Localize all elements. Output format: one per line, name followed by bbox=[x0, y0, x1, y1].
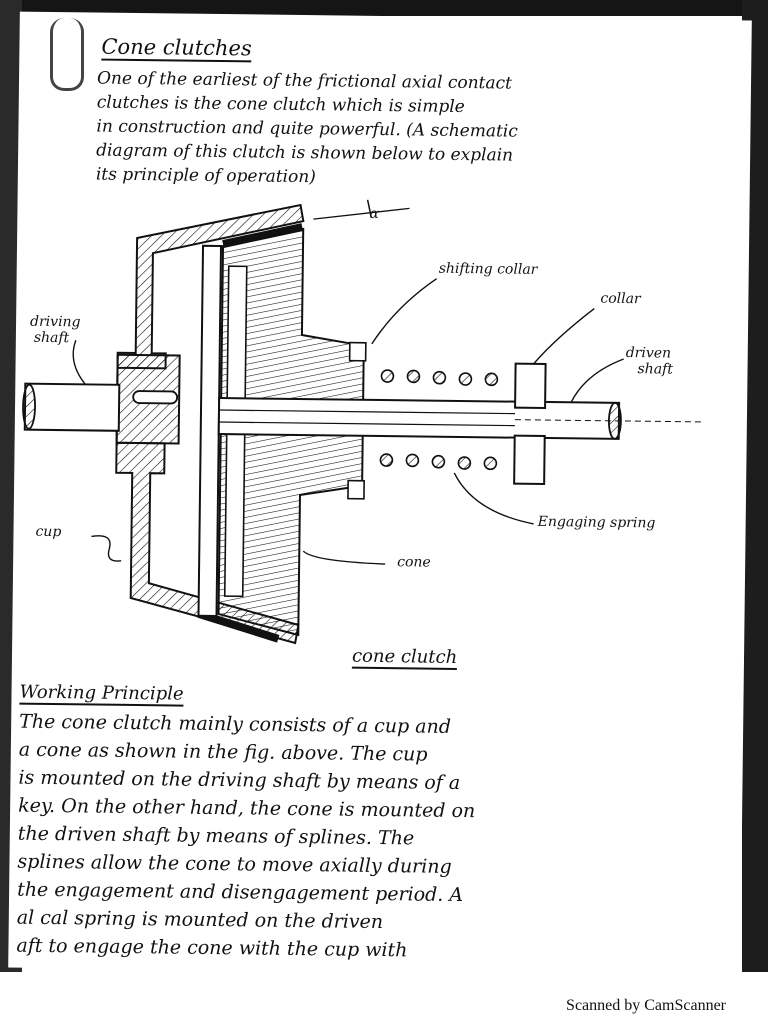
working-line-8: al cal spring is mounted on the driven bbox=[16, 906, 384, 934]
collar-slot-top bbox=[350, 343, 366, 361]
intro-line-4: diagram of this clutch is shown below to explain bbox=[96, 140, 514, 166]
label-driving-shaft-2: shaft bbox=[33, 329, 70, 347]
notebook-page bbox=[8, 12, 752, 977]
label-driving-shaft-1: driving bbox=[29, 313, 81, 331]
driving-shaft bbox=[25, 384, 120, 431]
angle-ref-line bbox=[313, 207, 409, 220]
collar-slot-bottom bbox=[348, 481, 364, 499]
working-line-3: is mounted on the driving shaft by means of a bbox=[18, 766, 461, 795]
label-shifting-collar: shifting collar bbox=[438, 260, 538, 278]
intro-line-5: its principle of operation) bbox=[95, 164, 316, 188]
leader-cup bbox=[91, 536, 121, 561]
intro-line-1: One of the earliest of the frictional axial contact bbox=[96, 68, 513, 94]
label-driven-shaft-2: shaft bbox=[637, 361, 673, 378]
working-line-4: key. On the other hand, the cone is mounted on bbox=[18, 794, 476, 823]
cup-plate bbox=[198, 246, 221, 616]
intro-line-3: in construction and quite powerful. (A schematic bbox=[96, 116, 518, 142]
driven-shaft-end bbox=[609, 403, 621, 439]
page-heading: Cone clutches bbox=[101, 34, 252, 61]
collar-bottom bbox=[514, 436, 545, 484]
working-line-6: splines allow the cone to move axially during bbox=[17, 850, 452, 878]
leader-collar bbox=[534, 308, 595, 365]
label-cup: cup bbox=[35, 523, 62, 541]
key-slot bbox=[133, 391, 177, 404]
label-cone: cone bbox=[397, 554, 431, 571]
working-line-5: the driven shaft by means of splines. The bbox=[17, 822, 415, 850]
driving-shaft-end bbox=[23, 385, 36, 429]
working-heading: Working Principle bbox=[19, 681, 184, 705]
leader-cone bbox=[303, 551, 385, 564]
intro-line-2: clutches is the cone clutch which is simple bbox=[96, 92, 465, 118]
leader-driven-shaft bbox=[571, 358, 624, 403]
paper-clip bbox=[50, 18, 84, 91]
label-collar: collar bbox=[600, 290, 641, 308]
working-line-1: The cone clutch mainly consists of a cup and bbox=[19, 710, 452, 738]
collar-top bbox=[515, 364, 546, 408]
working-line-9: aft to engage the cone with the cup with bbox=[16, 934, 408, 962]
working-line-7: the engagement and disengagement period. A bbox=[17, 878, 464, 907]
leader-driving-shaft bbox=[73, 340, 86, 384]
leader-shifting-collar bbox=[372, 278, 437, 345]
scanner-watermark: Scanned by CamScanner bbox=[566, 997, 726, 1014]
label-engaging-spring: Engaging spring bbox=[537, 513, 656, 532]
label-driven-shaft-1: driven bbox=[625, 344, 672, 362]
driven-shaft bbox=[219, 398, 619, 439]
angle-label: α bbox=[369, 205, 379, 222]
diagram-caption: cone clutch bbox=[351, 645, 458, 668]
working-line-2: a cone as shown in the fig. above. The cup bbox=[18, 738, 428, 766]
